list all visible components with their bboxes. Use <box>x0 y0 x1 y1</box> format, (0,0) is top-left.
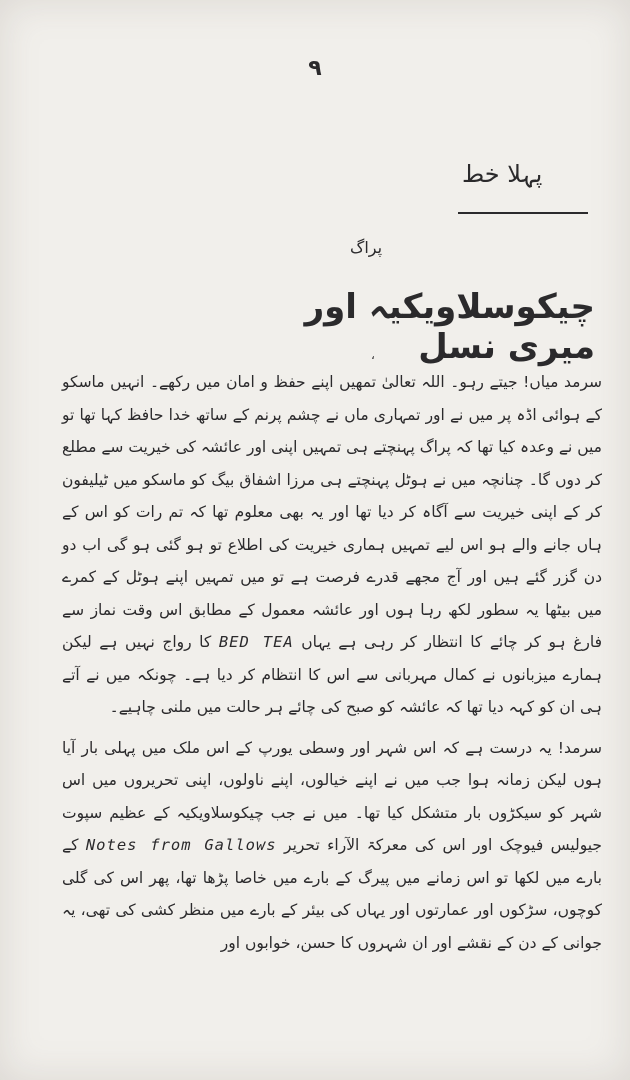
text-line: صبح کی چائے ہر حالت میں ملنی چاہیے۔ <box>109 698 374 716</box>
text-line: تھا کہ پراگ پہنچتے ہی تمہیں اپنی اور عائشہ کی خیریت سے مطلع کر دوں گا۔ چنانچہ میں نے ہوٹل پہنچتے <box>62 438 602 489</box>
heading-underline <box>458 212 588 214</box>
decorative-tick: ، <box>371 348 375 362</box>
latin-text-book-title: Notes from Gallows <box>85 836 277 854</box>
chapter-title: چیکوسلاویکیہ اور میری نسل <box>304 287 595 367</box>
text-line: بار متشکل کیا تھا۔ میں نے جب چیکوسلاویکیہ کے عظیم سپوت جیولیس فیوچک اور اس کی معرکۃ الآراء <box>62 803 603 854</box>
text-line: اب دو دن گزر گئے ہیں اور آج مجھے قدرے فرصت ہے تو میں تمہیں اپنے ہوٹل کے کمرے <box>62 535 602 586</box>
letter-city: پراگ <box>350 238 383 257</box>
text-line: پیرگ کے بارے میں خاصا پڑھا تھا، پھر اس کی گلی کوچوں، سڑکوں اور عمارتوں اور یہاں کی <box>62 868 602 919</box>
text-line: تھا کہ تم رات کو اس کے ہاں جانے والے ہو اس لیے تمہیں ہماری خیریت کی اطلاع تو ہو گئی ہو گی <box>62 503 602 554</box>
latin-text-bed-tea: BED TEA <box>218 633 294 651</box>
text-line: سرمد میاں! جیتے رہو۔ اللہ تعالیٰ تمھیں اپنے حفظ و امان میں رکھے۔ انہیں ماسکو کے <box>62 373 602 424</box>
text-line: بیئر کے بارے میں منظر کشی کی تھی، یہ جوانی کے دن کے نقشے اور ان شہروں کا حسن، خوابوں اور <box>62 901 602 952</box>
text-line: نے کمال مہربانی سے اس کا انتظام کر دیا ہے۔ چونکہ میں نے آتے ہی ان کو کہہ دیا تھا کہ عائشہ کو <box>62 665 602 716</box>
text-line: ہوائی اڈہ پر میں نے اور تمہاری ماں نے چشم پرنم کے ساتھ خدا حافظ کہا تھا تو میں نے وعدہ کیا <box>62 405 602 456</box>
text-line: تحریر <box>284 836 320 854</box>
text-line: لیکن زمانہ ہوا جب میں نے اپنے خیالوں، اپنے ناولوں، اپنی تحریروں میں اس شہر کو سیکڑوں <box>62 771 602 822</box>
text-line: میں بیٹھا یہ سطور لکھ رہا ہوں اور عائشہ معمول کے مطابق اس وقت نماز سے فارغ ہو کر چائے <box>62 600 602 651</box>
text-line: ہی مرزا اشفاق بیگ کو ماسکو میں ٹیلیفون کر کے اپنی خیریت سے آگاہ کر دیا تھا اور یہ بھی معلوم <box>62 470 603 521</box>
text-line: کا رواج نہیں ہے لیکن ہمارے میزبانوں <box>62 633 602 684</box>
letter-body <box>62 366 602 967</box>
text-line: کے بارے میں لکھا تو اس زمانے میں <box>62 836 602 887</box>
text-line: کا انتظار کر رہی ہے یہاں <box>301 633 483 651</box>
paragraph-1 <box>62 366 602 724</box>
paragraph-2 <box>62 732 602 960</box>
text-line: سرمد! یہ درست ہے کہ اس شہر اور وسطی یورپ کے اس ملک میں پہلی بار آیا ہوں <box>62 738 602 789</box>
section-heading: پہلا خط <box>462 160 543 188</box>
page-number: ۹ <box>308 56 322 81</box>
